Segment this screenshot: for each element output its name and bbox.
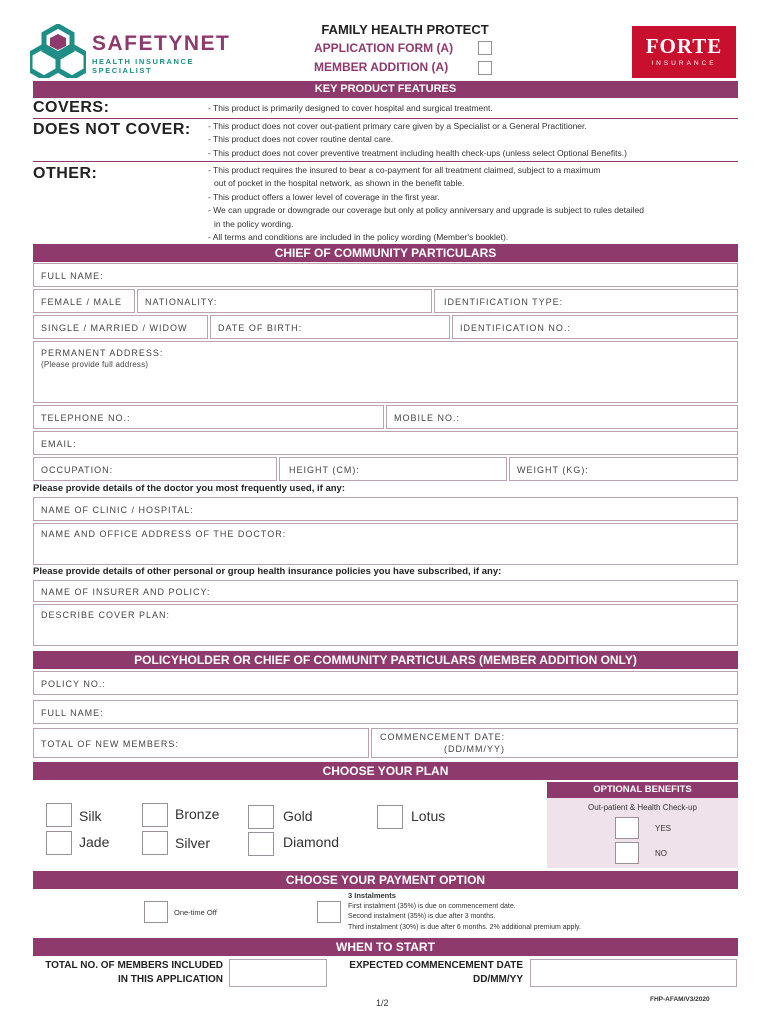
- full-name-label: FULL NAME:: [41, 271, 104, 281]
- clinic-label: NAME OF CLINIC / HOSPITAL:: [41, 505, 194, 515]
- other-item: - All terms and conditions are included in the policy wording (Member's booklet).: [208, 232, 509, 243]
- height-label: HEIGHT (CM):: [289, 465, 360, 475]
- gender-field[interactable]: [33, 289, 135, 313]
- email-field[interactable]: [33, 431, 738, 455]
- plan-section-header: CHOOSE YOUR PLAN: [33, 762, 738, 780]
- other-item: - We can upgrade or downgrade our coverage but only at policy anniversary and upgrade is subject to rules detailed: [208, 205, 644, 216]
- plan-gold-label: Gold: [283, 808, 313, 824]
- plan-silver-label: Silver: [175, 835, 211, 851]
- other-item: out of pocket in the hospital network, as shown in the benefit table.: [214, 178, 465, 189]
- gender-label: FEMALE / MALE: [41, 297, 123, 307]
- nationality-field[interactable]: [137, 289, 432, 313]
- form-title: FAMILY HEALTH PROTECT: [321, 22, 489, 37]
- plan-silk-label: Silk: [79, 808, 102, 824]
- insurer-label: NAME OF INSURER AND POLICY:: [41, 587, 211, 597]
- optional-benefits-header: OPTIONAL BENEFITS: [547, 782, 738, 798]
- instalment-line: Second instalment (35%) is due after 3 months.: [348, 913, 496, 920]
- dob-label: DATE OF BIRTH:: [218, 323, 303, 333]
- occupation-label: OCCUPATION:: [41, 465, 114, 475]
- optional-no-checkbox[interactable]: [615, 842, 639, 864]
- ph-full-name-field[interactable]: [33, 700, 738, 724]
- email-label: EMAIL:: [41, 439, 77, 449]
- mobile-field[interactable]: [386, 405, 738, 429]
- id-type-field[interactable]: [434, 289, 738, 313]
- commencement-field[interactable]: [371, 728, 738, 758]
- policyholder-section-header: POLICYHOLDER OR CHIEF OF COMMUNITY PARTICULARS (MEMBER ADDITION ONLY): [33, 651, 738, 669]
- dob-field[interactable]: [210, 315, 450, 339]
- payment-section-header: CHOOSE YOUR PAYMENT OPTION: [33, 871, 738, 889]
- optional-benefits-sub: Out-patient & Health Check-up: [588, 803, 697, 812]
- weight-field[interactable]: [509, 457, 738, 481]
- form-type-member-addition: MEMBER ADDITION (A): [314, 60, 449, 74]
- application-checkbox[interactable]: [478, 41, 492, 55]
- covers-text: - This product is primarily designed to cover hospital and surgical treatment.: [208, 103, 493, 113]
- one-time-checkbox[interactable]: [144, 901, 168, 923]
- divider: [33, 161, 738, 162]
- commencement-label: COMMENCEMENT DATE:: [380, 732, 506, 742]
- form-type-application: APPLICATION FORM (A): [314, 41, 454, 55]
- safetynet-logo: [30, 24, 230, 78]
- forte-logo-subtext: INSURANCE: [651, 60, 717, 67]
- total-members-line2: IN THIS APPLICATION: [118, 974, 223, 985]
- plan-silver-checkbox[interactable]: [142, 831, 168, 855]
- doctor-note: Please provide details of the doctor you most frequently used, if any:: [33, 483, 345, 494]
- plan-lotus-label: Lotus: [411, 808, 446, 824]
- other-item: in the policy wording.: [214, 218, 294, 229]
- other-item: - This product requires the insured to bear a co-payment for all treatment claimed, subject to a maximum: [208, 165, 601, 175]
- mobile-label: MOBILE NO.:: [394, 413, 461, 423]
- plan-diamond-label: Diamond: [283, 834, 340, 850]
- other-label: OTHER:: [33, 165, 98, 182]
- other-policy-note: Please provide details of other personal or group health insurance policies you have subscribed, if any:: [33, 566, 502, 577]
- plan-silk-checkbox[interactable]: [46, 803, 72, 827]
- insurer-field[interactable]: [33, 580, 738, 602]
- optional-yes-label: YES: [655, 824, 672, 833]
- one-time-label: One-time Off: [174, 908, 217, 917]
- id-no-label: IDENTIFICATION NO.:: [460, 323, 571, 333]
- policy-no-label: POLICY NO.:: [41, 679, 106, 689]
- plan-bronze-label: Bronze: [175, 806, 220, 822]
- total-members-label: TOTAL OF NEW MEMBERS:: [41, 739, 179, 749]
- safetynet-emblem-icon: [30, 24, 86, 78]
- other-item: - This product offers a lower level of coverage in the first year.: [208, 191, 440, 202]
- optional-no-label: NO: [655, 849, 667, 858]
- plan-jade-checkbox[interactable]: [46, 831, 72, 855]
- plan-diamond-checkbox[interactable]: [248, 832, 274, 856]
- instalments-info: [348, 891, 581, 933]
- plan-lotus-checkbox[interactable]: [377, 805, 403, 829]
- policy-no-field[interactable]: [33, 671, 738, 695]
- does-not-cover-label: DOES NOT COVER:: [33, 121, 191, 138]
- id-type-label: IDENTIFICATION TYPE:: [444, 297, 564, 307]
- id-no-field[interactable]: [452, 315, 738, 339]
- full-name-field[interactable]: [33, 263, 738, 287]
- key-features-header: KEY PRODUCT FEATURES: [33, 81, 738, 98]
- total-members-included-field[interactable]: [229, 959, 327, 987]
- instalments-title: 3 Instalments: [348, 891, 396, 900]
- address-field[interactable]: [33, 341, 738, 403]
- page-number: 1/2: [376, 998, 389, 1008]
- marital-status-field[interactable]: [33, 315, 208, 339]
- height-field[interactable]: [279, 457, 507, 481]
- other-list: [208, 164, 644, 244]
- commencement-format: (DD/MM/YY): [444, 744, 505, 754]
- expected-commencement-line2: DD/MM/YY: [473, 974, 523, 985]
- does-not-cover-item: - This product does not cover preventive treatment including health check-ups (unless select Optional Benefits.): [208, 147, 627, 158]
- telephone-label: TELEPHONE NO.:: [41, 413, 131, 423]
- instalment-line: First instalment (35%) is due on commencement date.: [348, 902, 516, 910]
- telephone-field[interactable]: [33, 405, 384, 429]
- plan-gold-checkbox[interactable]: [248, 805, 274, 829]
- total-members-field[interactable]: [33, 728, 369, 758]
- optional-yes-checkbox[interactable]: [615, 817, 639, 839]
- expected-commencement-field[interactable]: [530, 959, 737, 987]
- divider: [33, 118, 738, 119]
- instalment-line: Third instalment (30%) is due after 6 months. 2% additional premium apply.: [348, 923, 581, 931]
- occupation-field[interactable]: [33, 457, 277, 481]
- start-section-header: WHEN TO START: [33, 938, 738, 956]
- clinic-field[interactable]: [33, 497, 738, 521]
- forte-logo: [632, 26, 736, 78]
- does-not-cover-item: - This product does not cover out-patient primary care given by a Specialist or a General Practitioner.: [208, 121, 587, 131]
- instalments-checkbox[interactable]: [317, 901, 341, 923]
- expected-commencement-label: [330, 959, 523, 987]
- brand-tagline: HEALTH INSURANCE SPECIALIST: [92, 57, 195, 75]
- doctor-address-label: NAME AND OFFICE ADDRESS OF THE DOCTOR:: [41, 529, 287, 539]
- weight-label: WEIGHT (KG):: [517, 465, 589, 475]
- plan-bronze-checkbox[interactable]: [142, 803, 168, 827]
- cover-plan-field[interactable]: [33, 604, 738, 646]
- chief-section-header: CHIEF OF COMMUNITY PARTICULARS: [33, 244, 738, 262]
- does-not-cover-item: - This product does not cover routine dental care.: [208, 134, 394, 145]
- ph-full-name-label: FULL NAME:: [41, 708, 104, 718]
- member-addition-checkbox[interactable]: [478, 61, 492, 75]
- marital-status-label: SINGLE / MARRIED / WIDOW: [41, 323, 188, 333]
- nationality-label: NATIONALITY:: [145, 297, 218, 307]
- total-members-line1: TOTAL NO. OF MEMBERS INCLUDED: [45, 960, 223, 971]
- address-note: (Please provide full address): [41, 360, 149, 369]
- form-code: FHP-AFAM/V3/2020: [650, 996, 710, 1003]
- does-not-cover-list: [208, 120, 627, 160]
- expected-commencement-line1: EXPECTED COMMENCEMENT DATE: [349, 960, 523, 971]
- plan-jade-label: Jade: [79, 834, 110, 850]
- brand-name: SAFETYNET: [92, 32, 231, 55]
- forte-logo-text: FORTE: [645, 34, 723, 58]
- cover-plan-label: DESCRIBE COVER PLAN:: [41, 610, 171, 620]
- address-label: PERMANENT ADDRESS:: [41, 348, 164, 358]
- total-members-included-label: [33, 959, 223, 987]
- covers-label: COVERS:: [33, 99, 110, 116]
- doctor-address-field[interactable]: [33, 523, 738, 565]
